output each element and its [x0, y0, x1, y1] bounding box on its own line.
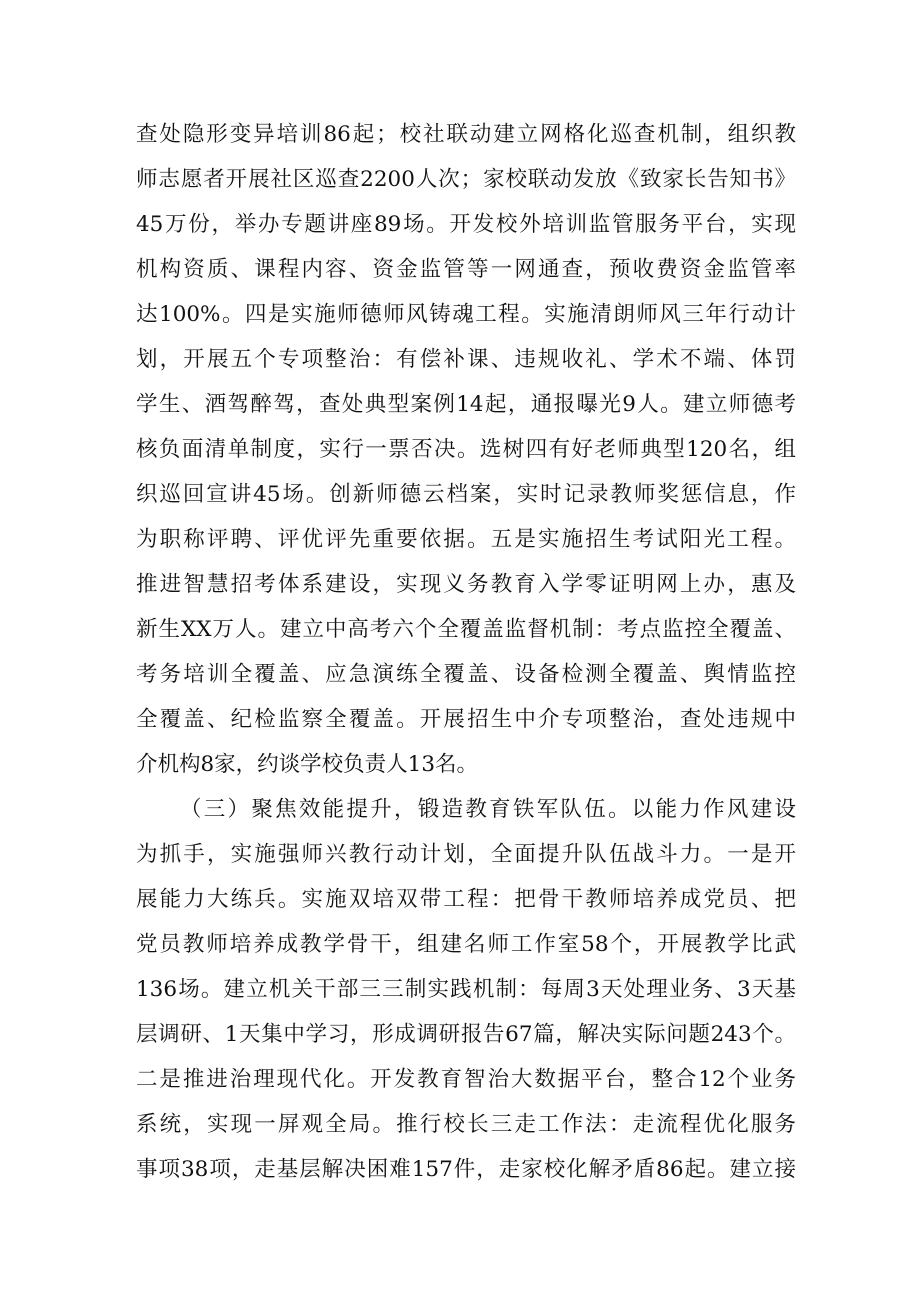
text-line: 为职称评聘、评优评先重要依据。五是实施招生考试阳光工程。	[136, 527, 796, 552]
text-line: 事项38项，走基层解决困难157件，走家校化解矛盾86起。建立接	[136, 1157, 796, 1182]
text-line: 党员教师培养成教学骨干，组建名师工作室58个，开展教学比武	[136, 932, 796, 957]
text-line: 展能力大练兵。实施双培双带工程：把骨干教师培养成党员、把	[136, 887, 796, 912]
text-line: 45万份，举办专题讲座89场。开发校外培训监管服务平台，实现	[136, 212, 796, 237]
text-line: 136场。建立机关干部三三制实践机制：每周3天处理业务、3天基	[136, 977, 796, 1002]
text-line: 查处隐形变异培训86起；校社联动建立网格化巡查机制，组织教	[136, 122, 796, 147]
text-line: 二是推进治理现代化。开发教育智治大数据平台，整合12个业务	[136, 1067, 796, 1092]
text-line: 机构资质、课程内容、资金监管等一网通查，预收费资金监管率	[136, 257, 796, 282]
text-line: 划，开展五个专项整治：有偿补课、违规收礼、学术不端、体罚	[136, 347, 796, 372]
text-line: 系统，实现一屏观全局。推行校长三走工作法：走流程优化服务	[136, 1112, 796, 1137]
text-line: 织巡回宣讲45场。创新师德云档案，实时记录教师奖惩信息，作	[136, 482, 796, 507]
text-line: 层调研、1天集中学习，形成调研报告67篇，解决实际问题243个。	[136, 1022, 796, 1047]
text-line: 新生XX万人。建立中高考六个全覆盖监督机制：考点监控全覆盖、	[136, 617, 796, 642]
text-line: 考务培训全覆盖、应急演练全覆盖、设备检测全覆盖、舆情监控	[136, 662, 796, 687]
text-line-paragraph-end: 介机构8家，约谈学校负责人13名。	[136, 752, 479, 777]
text-line: 学生、酒驾醉驾，查处典型案例14起，通报曝光9人。建立师德考	[136, 392, 796, 417]
section-heading-line: （三）聚焦效能提升，锻造教育铁军队伍。以能力作风建设	[180, 797, 796, 822]
text-line: 为抓手，实施强师兴教行动计划，全面提升队伍战斗力。一是开	[136, 842, 796, 867]
text-line: 师志愿者开展社区巡查2200人次；家校联动发放《致家长告知书》	[136, 167, 796, 192]
text-line: 全覆盖、纪检监察全覆盖。开展招生中介专项整治，查处违规中	[136, 707, 796, 732]
text-line: 推进智慧招考体系建设，实现义务教育入学零证明网上办，惠及	[136, 572, 796, 597]
document-body	[136, 112, 796, 1192]
text-line: 达100%。四是实施师德师风铸魂工程。实施清朗师风三年行动计	[136, 302, 796, 327]
text-line: 核负面清单制度，实行一票否决。选树四有好老师典型120名，组	[136, 437, 796, 462]
